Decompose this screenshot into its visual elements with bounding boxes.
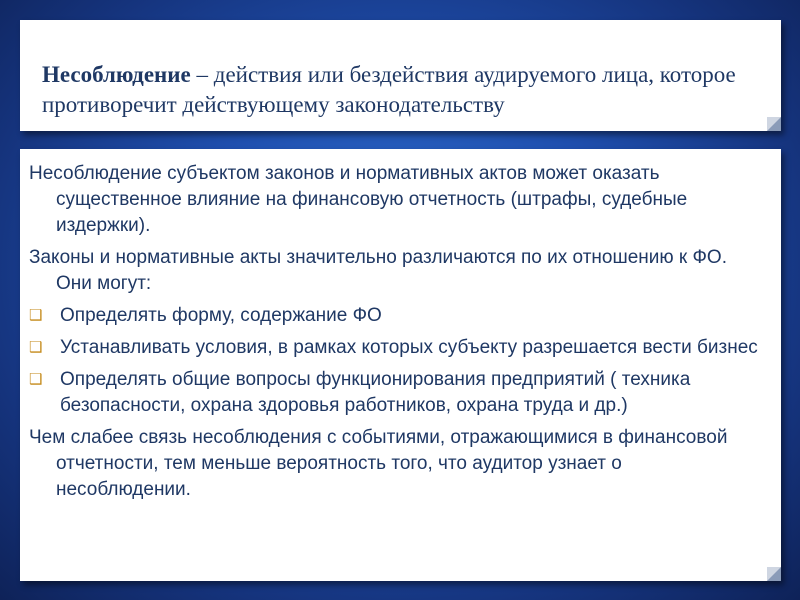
paragraph-2: Законы и нормативные акты значительно различаются по их отношению к ФО. Они могут: <box>29 247 727 294</box>
paragraph-3: Чем слабее связь несоблюдения с событиями, отражающимися в финансовой отчетности, тем меньше вероятность того, что аудитор узнает о несоблюдении. <box>29 427 728 500</box>
paragraph-1: Несоблюдение субъектом законов и нормативных актов может оказать существенное влияние на финансовую отчетность (штрафы, судебные издержки). <box>29 163 688 236</box>
bullet-text-3: Определять общие вопросы функционирования предприятий ( техника безопасности, охрана здоровья работников, охрана труда и др.) <box>60 369 691 416</box>
slide-title <box>42 60 765 120</box>
bullet-item-2 <box>29 335 761 361</box>
title-panel-fold <box>767 117 781 131</box>
bullet-item-1 <box>29 303 761 329</box>
content-text <box>29 161 761 509</box>
bullet-text-2: Устанавливать условия, в рамках которых субъекту разрешается вести бизнес <box>60 337 758 358</box>
bullet-text-1: Определять форму, содержание ФО <box>60 305 382 326</box>
hollow-square-bullet-icon: ❑ <box>29 307 43 324</box>
title-term: Несоблюдение <box>42 62 191 87</box>
hollow-square-bullet-icon: ❑ <box>29 371 43 388</box>
hollow-square-bullet-icon: ❑ <box>29 339 43 356</box>
content-panel-fold <box>767 567 781 581</box>
content-panel <box>20 149 781 581</box>
title-panel <box>20 20 781 131</box>
bullet-item-3 <box>29 367 761 419</box>
title-definition: – действия или бездействия аудируемого лица, которое противоречит действующему законодательству <box>42 62 736 117</box>
